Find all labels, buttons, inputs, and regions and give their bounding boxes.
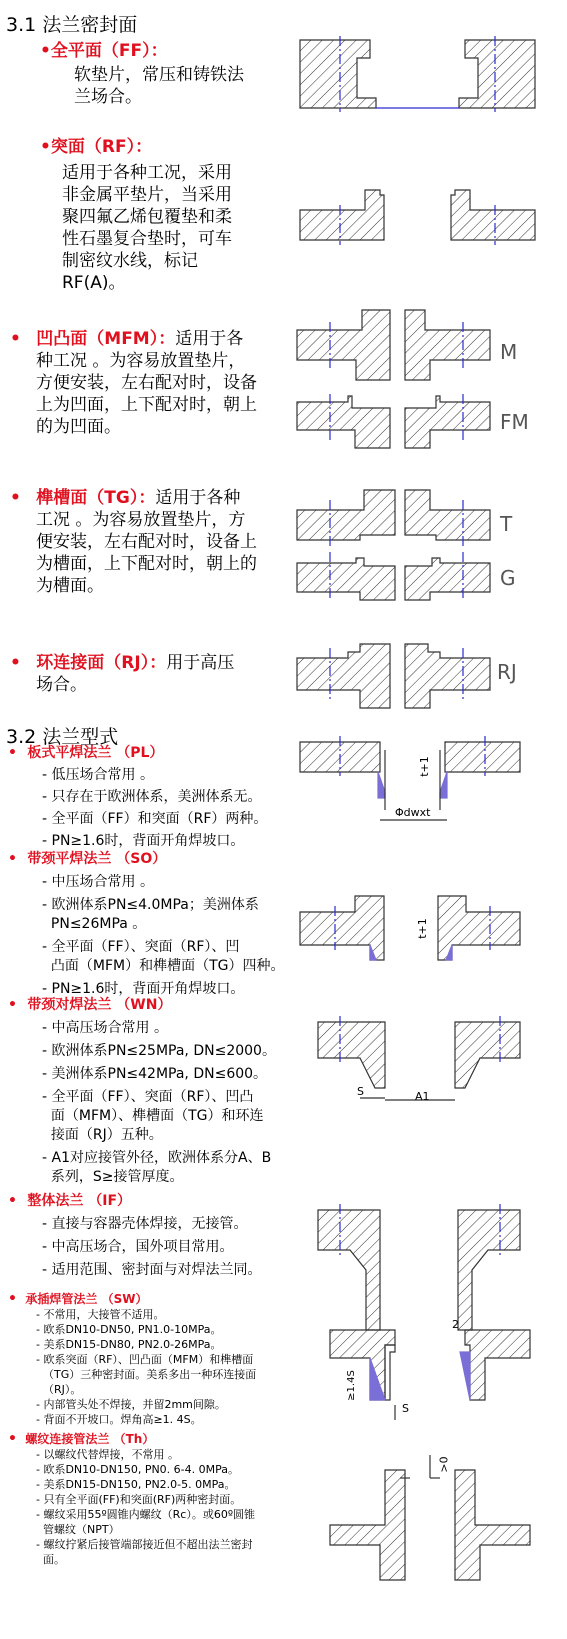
- mfm-title: 凹凸面（MFM）：: [36, 329, 176, 349]
- bullet-icon: •: [10, 653, 21, 673]
- mfm-block: • 凹凸面（MFM）：适用于各 种工况 。为容易放置垫片， 方便安装，左右配对时，设备 上为凹面，上下配对时，朝上 的为凹面。: [10, 329, 257, 437]
- label-rj: RJ: [497, 660, 517, 684]
- tg-block: • 榫槽面（TG）：适用于各种 工况 。为容易放置垫片，方 便安装，左右配对时，设备上 为槽面，上下配对时，朝上的 为槽面。: [10, 488, 257, 596]
- bullet-icon: •: [8, 997, 17, 1013]
- ff-desc: 软垫片，常压和铸铁法 兰场合。: [74, 65, 244, 107]
- sw-dim-14s: ≥1.4S: [345, 1370, 357, 1401]
- sw-dim-s: S: [402, 1402, 409, 1415]
- wn-block: • 带颈对焊法兰 （WN） - 中高压场合常用 。 - 欧洲体系PN≤25MPa, DN≤2000。 - 美洲体系PN≤42MPa, DN≤600。 - 全平面（FF）、突面（RF）、凹凸 面（MFM）、榫槽面（TG）和环连 接面（RJ）五种。 - A1对应接管外径，欧洲体系分A、B 系列，S≥接管厚度。: [8, 997, 276, 1185]
- bullet-icon: •: [40, 137, 51, 157]
- if-drawing: [318, 1204, 520, 1330]
- label-t: T: [500, 512, 513, 536]
- wn-dim-s: S: [357, 1085, 364, 1098]
- rf-title: 突面（RF）：: [50, 137, 153, 157]
- bullet-icon: •: [8, 745, 17, 761]
- th-title: 螺纹连接管法兰 （Th）: [25, 1432, 155, 1446]
- pl-dim-t: t+1: [417, 756, 431, 777]
- pl-block: • 板式平焊法兰 （PL） - 低压场合常用 。 - 只存在于欧洲体系，美洲体系无。 - 全平面（FF）和突面（RF）两种。 - PN≥1.6时，背面开角焊坡口。: [8, 745, 268, 849]
- bullet-icon: •: [10, 488, 21, 508]
- label-g: G: [500, 566, 516, 590]
- sw-title: 承插焊管法兰 （SW）: [25, 1292, 148, 1306]
- bullet-icon: •: [8, 851, 17, 867]
- sw-block: • 承插焊管法兰 （SW） - 不常用，大接管不适用。 - 欧系DN10-DN50, PN1.0-10MPa。 - 美系DN15-DN80, PN2.0-26MPa。 - 欧系突面（RF）、凹凸面（MFM）和榫槽面 （TG）三种密封面。美系多出一种环连接面 （RJ）。 - 内部管头处不焊接，并留2mm间隙。 - 背面不开坡口。焊角高≥1. 4S。: [8, 1291, 257, 1426]
- bullet-icon: •: [8, 1193, 17, 1209]
- ff-title: 全平面（FF）：: [50, 41, 168, 61]
- label-m: M: [500, 340, 518, 364]
- bullet-icon: •: [10, 329, 21, 349]
- pl-title: 板式平焊法兰 （PL）: [27, 745, 164, 761]
- th-block: • 螺纹连接管法兰 （Th） - 以螺纹代替焊接，不常用 。 - 欧系DN10-DN150, PN0. 6-4. 0MPa。 - 美系DN15-DN150, PN2.0-5. 0MPa。 - 只有全平面(FF)和突面(RF)两种密封面。 - 螺纹采用55º圆锥内螺纹（Rc）。或60º圆锥 管螺纹（NPT） - 螺纹拧紧后接管端部接近但不超出法兰密封 面。: [8, 1431, 256, 1566]
- rf-desc: 适用于各种工况，采用 非金属平垫片，当采用 聚四氟乙烯包覆垫和柔 性石墨复合垫时，可车 制密纹水线，标记 RF(A)。: [62, 163, 232, 293]
- wn-drawing: [318, 1016, 520, 1100]
- wn-dim-a1: A1: [415, 1090, 430, 1103]
- sw-drawing: [330, 1330, 530, 1420]
- section-title-3-2: 3.2 法兰型式: [6, 726, 119, 748]
- section-title-3-1: 3.1 法兰密封面: [6, 14, 138, 36]
- bullet-icon: •: [40, 41, 51, 61]
- th-drawing: [330, 1455, 530, 1580]
- bullet-icon: •: [8, 1291, 17, 1307]
- so-title: 带颈平焊法兰 （SO）: [27, 851, 167, 867]
- rj-title: 环连接面（RJ）：: [36, 653, 167, 673]
- so-block: • 带颈平焊法兰 （SO） - 中压场合常用 。 - 欧洲体系PN≤4.0MPa；美洲体系 PN≤26MPa 。 - 全平面（FF）、突面（RF）、凹 凸面（MFM）和榫槽面（TG）四种。 - PN≥1.6时，背面开角焊坡口。: [8, 851, 285, 997]
- tg-title: 榫槽面（TG）：: [36, 488, 156, 508]
- wn-title: 带颈对焊法兰 （WN）: [27, 997, 172, 1013]
- rj-block: • 环连接面（RJ）：用于高压 场合。: [10, 653, 235, 695]
- sw-dim-2: 2: [452, 1318, 459, 1331]
- if-block: • 整体法兰 （IF） - 直接与容器壳体焊接，无接管。 - 中高压场合，国外项目常用。 - 适用范围、密封面与对焊法兰同。: [8, 1193, 262, 1278]
- th-dim-0: >0: [437, 1456, 451, 1473]
- if-title: 整体法兰 （IF）: [27, 1193, 132, 1209]
- bullet-icon: •: [8, 1431, 17, 1447]
- pl-dim-d: Φdwxt: [395, 806, 431, 819]
- so-dim-t: t+1: [415, 918, 429, 939]
- so-drawing: [300, 896, 520, 960]
- label-fm: FM: [500, 410, 529, 434]
